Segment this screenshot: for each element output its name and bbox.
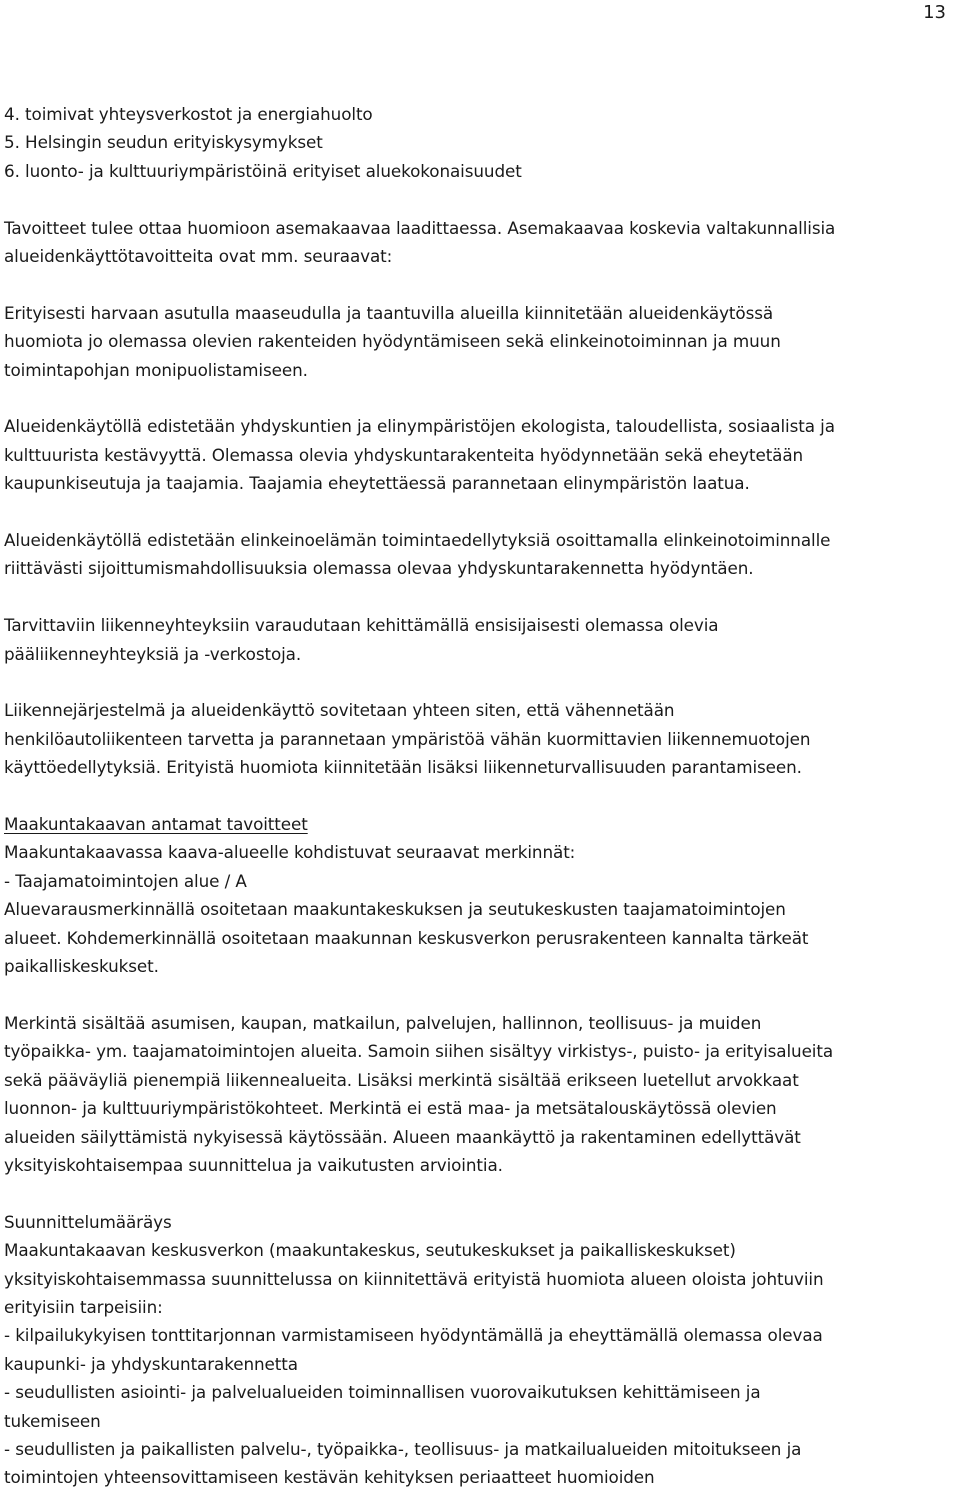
paragraph-line: Maakuntakaavassa kaava-alueelle kohdistuvat seuraavat merkinnät: bbox=[4, 842, 576, 863]
paragraph-line: toimintojen yhteensovittamiseen kestävän kehityksen periaatteet huomioiden bbox=[4, 1467, 655, 1488]
paragraph-line: työpaikka- ym. taajamatoimintojen alueita. Samoin siihen sisältyy virkistys-, puisto- ja erityisalueita bbox=[4, 1041, 834, 1062]
paragraph-line: Erityisesti harvaan asutulla maaseudulla ja taantuvilla alueilla kiinnitetään alueidenkäytössä bbox=[4, 302, 774, 323]
paragraph-line: erityisiin tarpeisiin: bbox=[4, 1296, 163, 1317]
paragraph-line: riittävästi sijoittumismahdollisuuksia olemassa olevaa yhdyskuntarakennetta hyödyntäen. bbox=[4, 558, 754, 579]
document-body bbox=[4, 100, 954, 1492]
paragraph-line: alueiden säilyttämistä nykyisessä käytössään. Alueen maankäyttö ja rakentaminen edellyttävät bbox=[4, 1126, 801, 1147]
paragraph-line: Liikennejärjestelmä ja alueidenkäyttö sovitetaan yhteen siten, että vähennetään bbox=[4, 700, 675, 721]
paragraph-line: yksityiskohtaisempaa suunnittelua ja vaikutusten arviointia. bbox=[4, 1154, 503, 1175]
page-number: 13 bbox=[923, 2, 946, 23]
subsection-heading: Suunnittelumääräys bbox=[4, 1211, 172, 1232]
paragraph-line: Tarvittaviin liikenneyhteyksiin varaudutaan kehittämällä ensisijaisesti olemassa olevia bbox=[4, 615, 719, 636]
numbered-list bbox=[4, 100, 954, 185]
list-item: 6. luonto- ja kulttuuriympäristöinä erityiset aluekokonaisuudet bbox=[4, 160, 522, 181]
paragraph-line: Merkintä sisältää asumisen, kaupan, matkailun, palvelujen, hallinnon, teollisuus- ja muiden bbox=[4, 1012, 762, 1033]
paragraph-line: luonnon- ja kulttuuriympäristökohteet. Merkintä ei estä maa- ja metsätalouskäytössä olevien bbox=[4, 1098, 777, 1119]
paragraph-line: huomiota jo olemassa olevien rakenteiden hyödyntämiseen sekä elinkeinotoiminnan ja muun bbox=[4, 331, 781, 352]
paragraph-line: yksityiskohtaisemmassa suunnittelussa on kiinnitettävä erityistä huomiota alueen oloista johtuviin bbox=[4, 1268, 824, 1289]
paragraph bbox=[4, 611, 954, 668]
paragraph-line: kulttuurista kestävyyttä. Olemassa olevia yhdyskuntarakenteita hyödynnetään sekä eheytetään bbox=[4, 444, 804, 465]
paragraph-line: kaupunki- ja yhdyskuntarakennetta bbox=[4, 1353, 298, 1374]
paragraph-line: Alueidenkäytöllä edistetään yhdyskuntien ja elinympäristöjen ekologista, taloudellista, sosiaalista ja bbox=[4, 416, 835, 437]
paragraph-line: paikalliskeskukset. bbox=[4, 956, 159, 977]
paragraph-line: henkilöautoliikenteen tarvetta ja parannetaan ympäristöä vähän kuormittavien liikennemuotojen bbox=[4, 728, 811, 749]
list-item: 5. Helsingin seudun erityiskysymykset bbox=[4, 132, 323, 153]
paragraph-line: alueet. Kohdemerkinnällä osoitetaan maakunnan keskusverkon perusrakenteen kannalta tärkeät bbox=[4, 927, 809, 948]
paragraph-line: Alueidenkäytöllä edistetään elinkeinoelämän toimintaedellytyksiä osoittamalla elinkeinotoiminnalle bbox=[4, 530, 831, 551]
list-item: 4. toimivat yhteysverkostot ja energiahuolto bbox=[4, 104, 373, 124]
paragraph-line: - seudullisten ja paikallisten palvelu-, työpaikka-, teollisuus- ja matkailualueiden mitoitukseen ja bbox=[4, 1438, 802, 1459]
paragraph-line: Maakuntakaavan keskusverkon (maakuntakeskus, seutukeskukset ja paikalliskeskukset) bbox=[4, 1240, 736, 1261]
paragraph bbox=[4, 696, 954, 781]
paragraph bbox=[4, 214, 954, 271]
paragraph-line: - seudullisten asiointi- ja palvelualueiden toiminnallisen vuorovaikutuksen kehittämiseen ja bbox=[4, 1382, 761, 1403]
paragraph-line: käyttöedellytyksiä. Erityistä huomiota kiinnitetään lisäksi liikenneturvallisuuden parantamiseen. bbox=[4, 757, 802, 778]
paragraph-line: alueidenkäyttötavoitteita ovat mm. seuraavat: bbox=[4, 246, 393, 267]
paragraph-line: sekä pääväyliä pienempiä liikennealueita. Lisäksi merkintä sisältää erikseen luetellut arvokkaat bbox=[4, 1069, 799, 1090]
paragraph-line: tukemiseen bbox=[4, 1410, 101, 1431]
paragraph bbox=[4, 526, 954, 583]
paragraph-line: kaupunkiseutuja ja taajamia. Taajamia eheytettäessä parannetaan elinympäristön laatua. bbox=[4, 473, 750, 494]
section-heading: Maakuntakaavan antamat tavoitteet bbox=[4, 814, 308, 835]
paragraph bbox=[4, 299, 954, 384]
paragraph bbox=[4, 1009, 954, 1179]
paragraph-line: - kilpailukykyisen tonttitarjonnan varmistamiseen hyödyntämällä ja eheyttämällä olemassa olevaa bbox=[4, 1325, 823, 1346]
paragraph-line: pääliikenneyhteyksiä ja -verkostoja. bbox=[4, 643, 302, 664]
paragraph bbox=[4, 412, 954, 497]
section bbox=[4, 810, 954, 980]
paragraph-line: toimintapohjan monipuolistamiseen. bbox=[4, 359, 308, 380]
paragraph-line: - Taajamatoimintojen alue / A bbox=[4, 870, 247, 891]
paragraph-line: Aluevarausmerkinnällä osoitetaan maakuntakeskuksen ja seutukeskusten taajamatoimintojen bbox=[4, 899, 786, 920]
subsection bbox=[4, 1208, 954, 1492]
paragraph-line: Tavoitteet tulee ottaa huomioon asemakaavaa laadittaessa. Asemakaavaa koskevia valtakunnallisia bbox=[4, 217, 836, 238]
